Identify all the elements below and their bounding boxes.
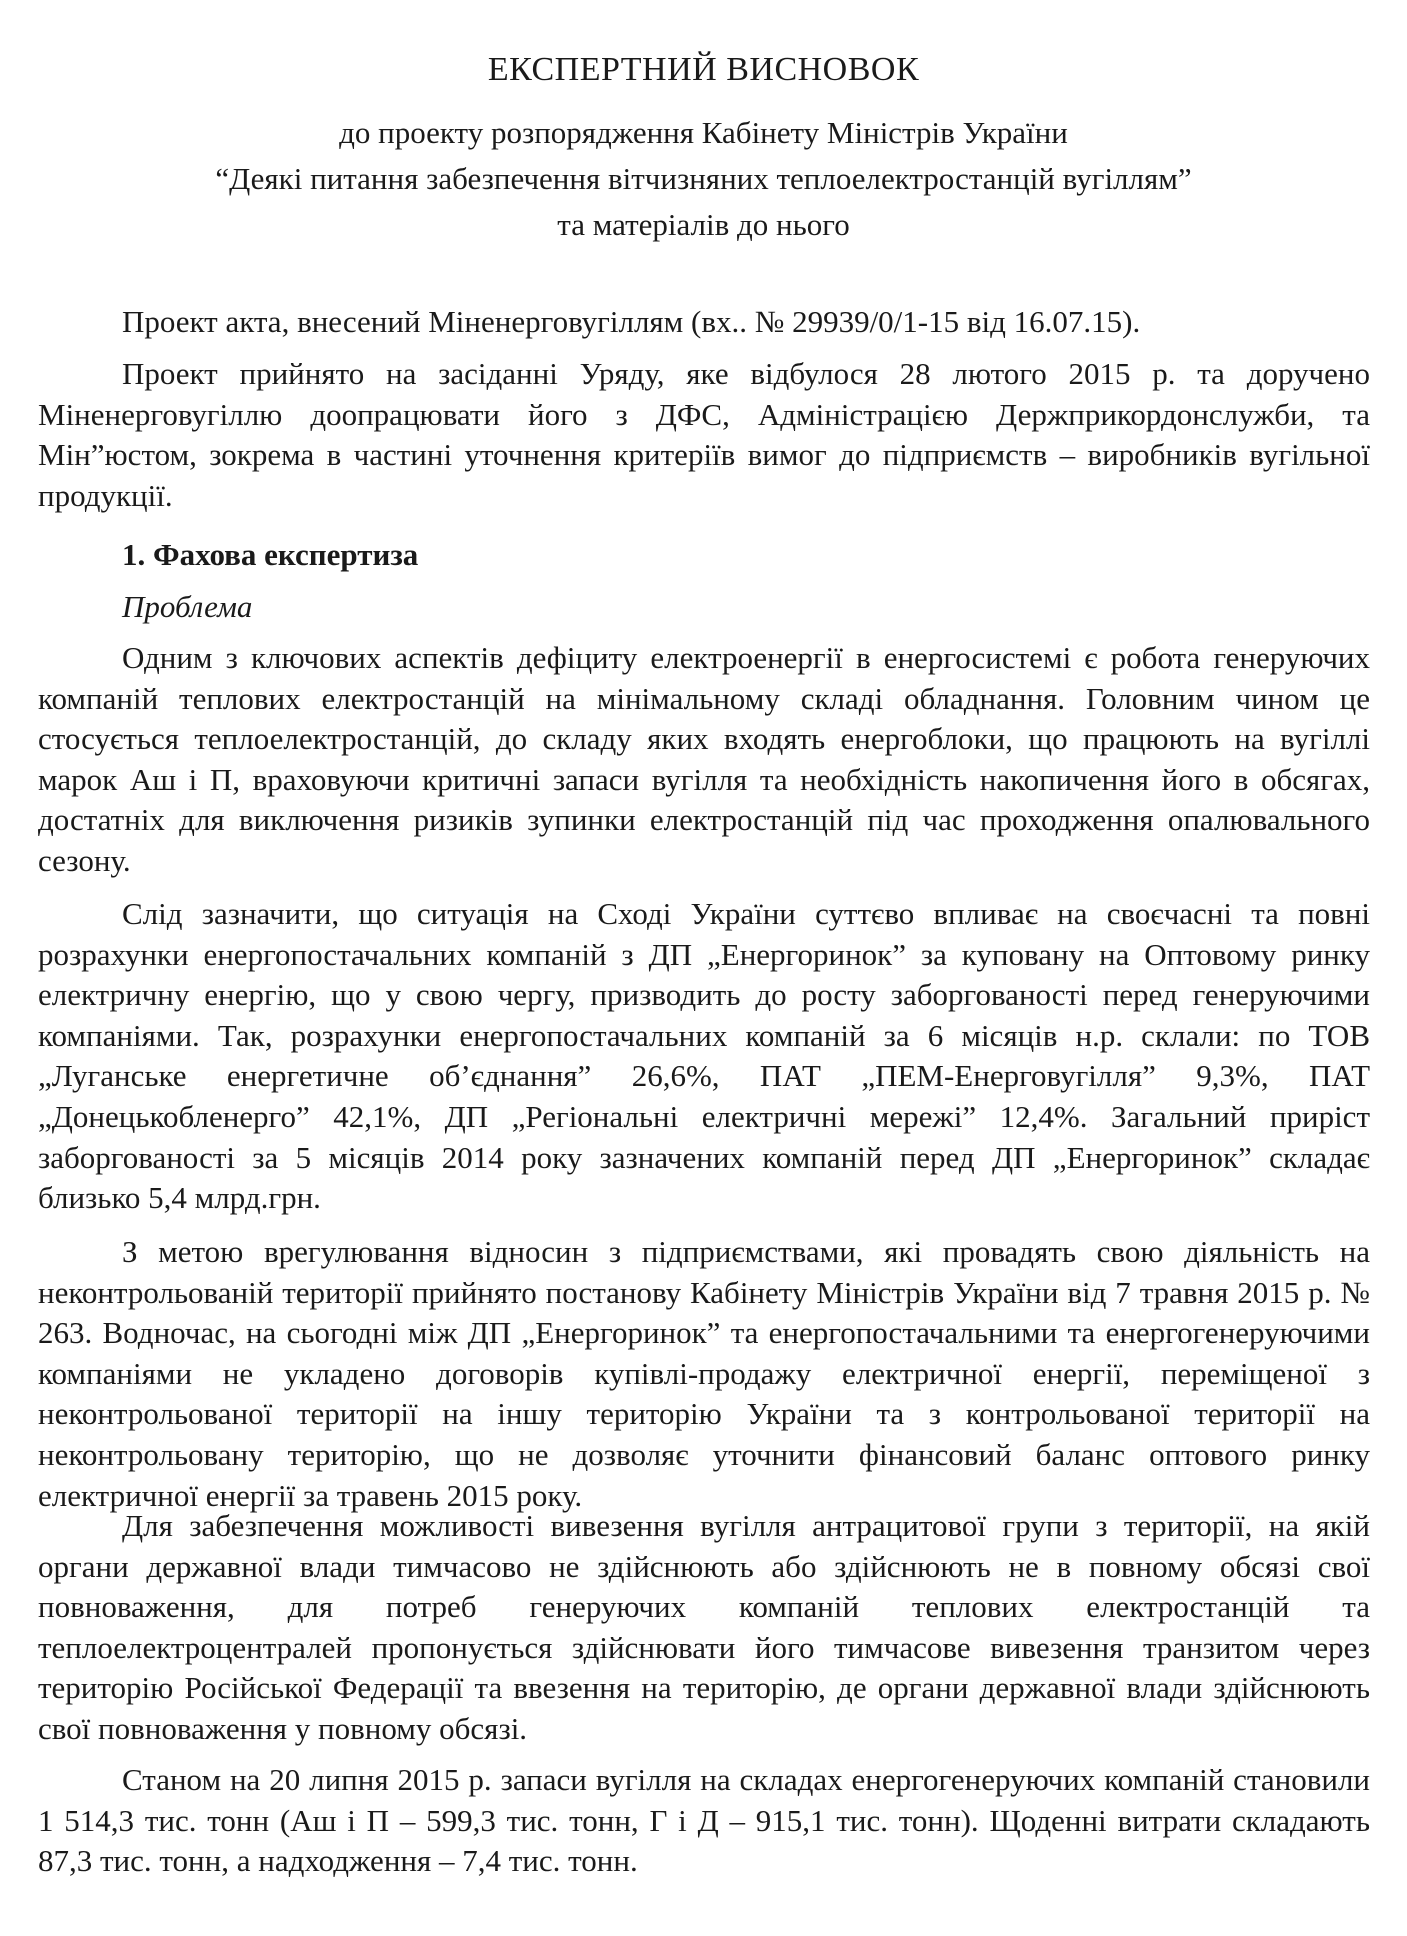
- paragraph-coal-export: Для забезпечення можливості вивезення вугілля антрацитової групи з території, на якій органи державної влади тимчасово не здійснюють або здійснюють не в повному обсязі свої повноваження, для потреб генеруючих компаній теплових електростанцій та теплоелектроцентралей пропонується здійснювати його тимчасове вивезення транзитом через територію Російської Федерації та ввезення на територію, де органи державної влади здійснюють свої повноваження у повному обсязі.: [38, 1508, 1370, 1746]
- subtitle-line: до проекту розпорядження Кабінету Міністрів України: [339, 115, 1068, 150]
- document-subtitle: [0, 110, 1407, 248]
- subtitle-line: “Деякі питання забезпечення вітчизняних теплоелектростанцій вугіллям”: [215, 161, 1192, 196]
- paragraph-energy-deficit: Одним з ключових аспектів дефіциту електроенергії в енергосистемі є робота генеруючих компаній теплових електростанцій на мінімальному складі обладнання. Головним чином це стосується теплоелектростанцій, до складу яких входять енергоблоки, що працюють на вугіллі марок Аш і П, враховуючи критичні запаси вугілля та необхідність накопичення його в обсягах, достатніх для виключення ризиків зупинки електростанцій під час проходження опалювального сезону.: [38, 640, 1370, 878]
- subtitle-line: та матеріалів до нього: [557, 207, 850, 242]
- section-heading: 1. Фахова експертиза: [122, 537, 419, 572]
- problem-label: Проблема: [122, 589, 253, 624]
- adoption-paragraph: Проект прийнято на засіданні Уряду, яке відбулося 28 лютого 2015 р. та доручено Міненерговугіллю доопрацювати його з ДФС, Адміністрацією Держприкордонслужби, та Мін”юстом, зокрема в частині уточнення критеріїв вимог до підприємств – виробників вугільної продукції.: [38, 356, 1370, 513]
- act-submission-line: Проект акта, внесений Міненерговугіллям (вх.. № 29939/0/1-15 від 16.07.15).: [122, 304, 1141, 339]
- paragraph-coal-stock: Станом на 20 липня 2015 р. запаси вугілля на складах енергогенеруючих компаній становили 1 514,3 тис. тонн (Аш і П – 599,3 тис. тонн, Г і Д – 915,1 тис. тонн). Щоденні витрати складають 87,3 тис. тонн, а надходження – 7,4 тис. тонн.: [38, 1762, 1370, 1879]
- paragraph-regulation: З метою врегулювання відносин з підприємствами, які провадять свою діяльність на неконтрольованій території прийнято постанову Кабінету Міністрів України від 7 травня 2015 р. № 263. Водночас, на сьогодні між ДП „Енергоринок” та енергопостачальними та енергогенеруючими компаніями не укладено договорів купівлі-продажу електричної енергії, переміщеної з неконтрольованої території на іншу територію України та з контрольованої території на неконтрольовану територію, що не дозволяє уточнити фінансовий баланс оптового ринку електричної енергії за травень 2015 року.: [38, 1234, 1370, 1513]
- document-title: ЕКСПЕРТНИЙ ВИСНОВОК: [487, 51, 920, 88]
- paragraph-east-situation: Слід зазначити, що ситуація на Сході України суттєво впливає на своєчасні та повні розрахунки енергопостачальних компаній з ДП „Енергоринок” за куповану на Оптовому ринку електричну енергію, що у свою чергу, призводить до росту заборгованості перед генеруючими компаніями. Так, розрахунки енергопостачальних компаній за 6 місяців н.р. склали: по ТОВ „Луганське енергетичне об’єднання” 26,6%, ПАТ „ПЕМ-Енерговугілля” 9,3%, ПАТ „Донецькобленерго” 42,1%, ДП „Регіональні електричні мережі” 12,4%. Загальний приріст заборгованості за 5 місяців 2014 року зазначених компаній перед ДП „Енергоринок” складає близько 5,4 млрд.грн.: [38, 896, 1370, 1216]
